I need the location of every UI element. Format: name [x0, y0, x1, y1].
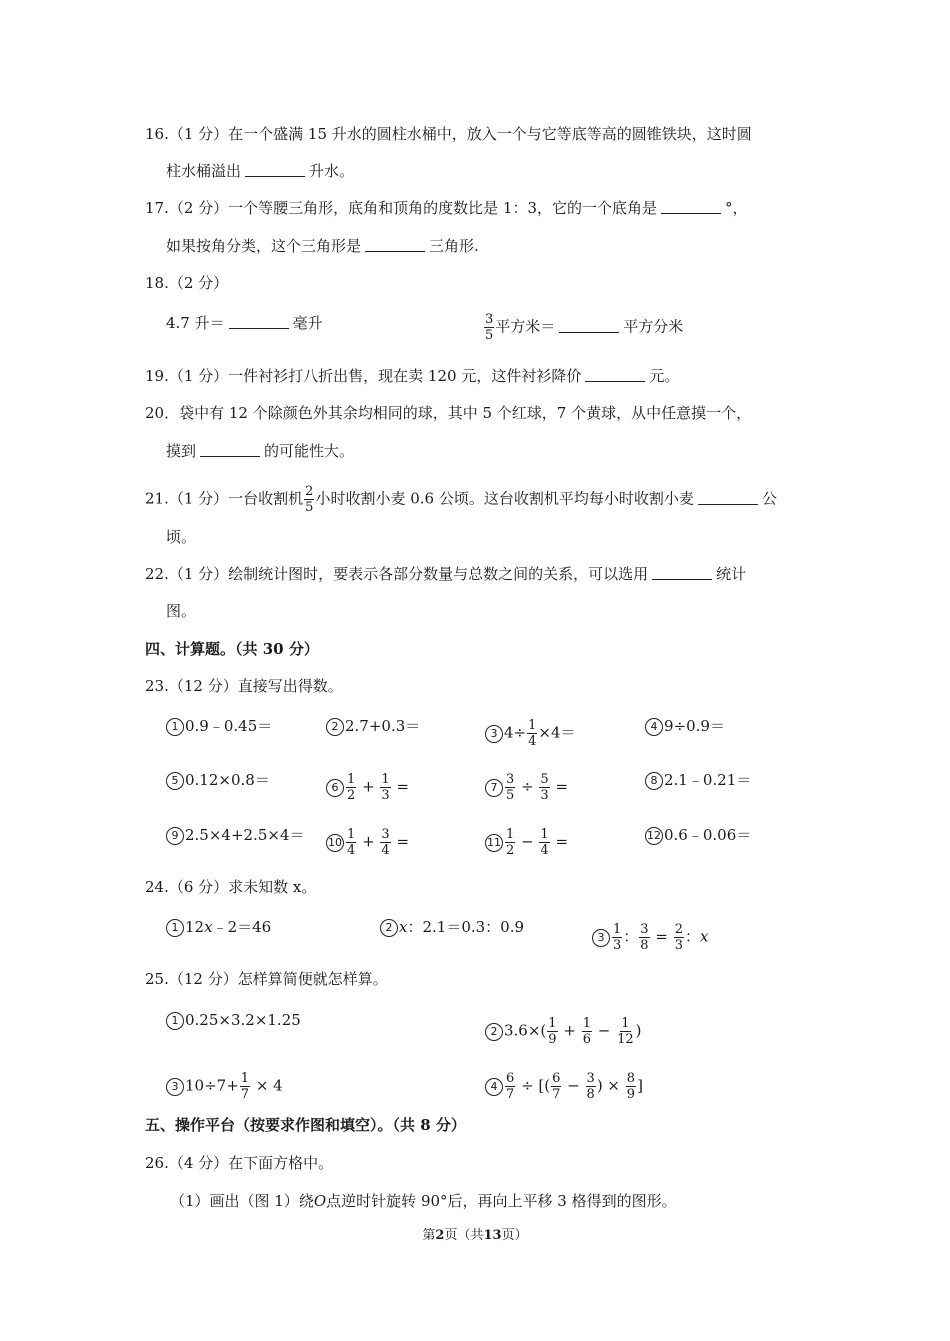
q20-line2: [166, 441, 354, 461]
q22-answer-blank[interactable]: [652, 565, 712, 580]
q17-text-a: 17.（2 分）一个等腰三角形，底角和顶角的度数比是 1：3，它的一个底角是: [145, 199, 658, 217]
expr-part: ]: [637, 1076, 643, 1095]
q16-line2: [166, 161, 354, 181]
q23-heading: 23.（12 分）直接写出得数。: [145, 677, 343, 695]
numerator: 3: [381, 827, 390, 842]
numerator: 1: [381, 772, 390, 787]
circled-number: 2: [485, 1023, 503, 1041]
numerator: 6: [506, 1071, 515, 1086]
q20-line1: 20．袋中有 12 个除颜色外其余均相同的球，其中 5 个红球，7 个黄球，从中任意摸一个，: [145, 404, 752, 422]
denominator: 9: [626, 1087, 636, 1102]
numerator: 3: [485, 312, 494, 327]
numerator: 1: [506, 827, 515, 842]
q24-heading: 24.（6 分）求未知数 x。: [145, 878, 317, 896]
q21-text-a: 21.（1 分）一台收割机: [145, 489, 304, 508]
q26-sub-1: [170, 1191, 677, 1211]
denominator: 4: [381, 843, 390, 858]
q19-text-a: 19.（1 分）一件衬衫打八折出售，现在卖 120 元，这件衬衫降价: [145, 367, 582, 385]
q23-item-9: [166, 825, 305, 845]
fraction: [346, 772, 356, 803]
numerator: 1: [540, 827, 549, 842]
denominator: 2: [347, 788, 356, 803]
q17-line1: [145, 198, 748, 218]
q21-line2: 顷。: [166, 528, 197, 546]
q19-answer-blank[interactable]: [585, 367, 645, 382]
q16-line1: 16.（1 分）在一个盛满 15 升水的圆柱水桶中，放入一个与它等底等高的圆锥铁块，这时圆: [145, 125, 752, 143]
q18-part-a: [166, 313, 323, 333]
expression: 9÷0.9＝: [664, 717, 725, 735]
variable-x: x: [700, 927, 709, 946]
operator: ÷: [521, 777, 534, 796]
q21-fraction: [304, 484, 314, 515]
section-4-title: 四、计算题。（共 30 分）: [145, 640, 319, 658]
denominator: 8: [586, 1087, 595, 1102]
q21-answer-blank[interactable]: [698, 490, 758, 505]
q23-item-3: [485, 718, 576, 749]
q25-expr-4: [485, 1071, 643, 1102]
expr-part: 3.6×(: [504, 1021, 547, 1040]
numerator: 3: [586, 1071, 595, 1086]
equals: =: [396, 832, 410, 851]
q18-heading: 18.（2 分）: [145, 274, 229, 292]
numerator: 6: [552, 1071, 561, 1086]
q19-text-b: 元。: [649, 367, 680, 385]
total-pages: 13: [483, 1228, 502, 1243]
text: 点逆时针旋转 90°后，再向上平移 3 格得到的图形。: [326, 1192, 677, 1210]
numerator: 1: [548, 1016, 557, 1031]
q17-text-c: 如果按角分类，这个三角形是: [166, 237, 362, 255]
numerator: 1: [240, 1071, 250, 1086]
circled-number: 8: [645, 772, 663, 790]
q26-heading: 26.（4 分）在下面方格中。: [145, 1154, 334, 1172]
fraction: [582, 1016, 592, 1047]
q17-text-b: °，: [725, 199, 748, 217]
circled-number: 2: [380, 919, 398, 937]
expr-part: ) ×: [596, 1076, 621, 1095]
fraction: [626, 1071, 636, 1102]
fraction: [346, 827, 356, 858]
expr-part: × 4: [255, 1076, 283, 1095]
q19-line: [145, 366, 679, 386]
circled-number: 6: [326, 779, 344, 797]
page-footer: [0, 1227, 950, 1245]
numerator: 1: [582, 1016, 591, 1031]
expression: 0.25×3.2×1.25: [185, 1011, 301, 1029]
fraction: [380, 772, 390, 803]
q23-item-2: [326, 716, 420, 736]
ratio-sign: ：: [685, 927, 701, 946]
q21-line1: [145, 484, 777, 515]
circled-number: 11: [485, 834, 503, 852]
denominator: 5: [305, 500, 314, 515]
q23-item-11: [485, 827, 568, 858]
denominator: 8: [640, 938, 649, 953]
operator: −: [521, 832, 534, 851]
q23-item-1: [166, 716, 272, 736]
numerator: 1: [621, 1016, 630, 1031]
circled-number: 1: [166, 1012, 184, 1030]
circled-number: 3: [166, 1078, 184, 1096]
fraction: [539, 772, 549, 803]
variable-x: x: [204, 918, 213, 936]
numerator: 1: [528, 718, 537, 733]
expr-part: ﹣2＝46: [212, 918, 272, 936]
equals: =: [396, 777, 410, 796]
q21-text-b: 小时收割小麦 0.6 公顷。这台收割机平均每小时收割小麦: [315, 489, 694, 508]
fraction: [527, 718, 537, 749]
numerator: 3: [640, 922, 649, 937]
denominator: 3: [381, 788, 390, 803]
circled-number: 2: [326, 718, 344, 736]
q18-part-b: [483, 312, 683, 343]
q24-eq-2: [380, 917, 524, 937]
operator: +: [362, 777, 375, 796]
q20-text-a: 摸到: [166, 442, 197, 460]
operator: +: [563, 1021, 576, 1040]
q17-answer-blank-2[interactable]: [365, 237, 425, 252]
numerator: 1: [347, 827, 356, 842]
denominator: 4: [528, 734, 537, 749]
denominator: 5: [506, 788, 515, 803]
numerator: 1: [347, 772, 356, 787]
footer-text: 页（共: [444, 1228, 484, 1243]
q18-answer-blank-1[interactable]: [229, 314, 289, 329]
fraction: [240, 1071, 250, 1102]
q22-line1: [145, 564, 746, 584]
circled-number: 1: [166, 718, 184, 736]
point-o: O: [313, 1192, 327, 1210]
fraction: [586, 1071, 596, 1102]
numerator: 3: [506, 772, 515, 787]
numerator: 5: [540, 772, 549, 787]
q20-answer-blank[interactable]: [200, 442, 260, 457]
q23-item-7: [485, 772, 568, 803]
denominator: 4: [347, 843, 356, 858]
denominator: 3: [540, 788, 549, 803]
section-5-title: 五、操作平台（按要求作图和填空）。（共 8 分）: [145, 1116, 466, 1134]
footer-text: 页）: [501, 1228, 528, 1243]
expr-part: 4÷: [504, 723, 527, 742]
expr-part: 12: [185, 918, 205, 936]
circled-number: 3: [485, 725, 503, 743]
q18-b-unit: 平方分米: [623, 317, 684, 336]
q25-expr-1: [166, 1010, 301, 1030]
fraction: [505, 772, 515, 803]
equals: =: [555, 832, 569, 851]
denominator: 3: [613, 938, 622, 953]
footer-text: 第: [422, 1228, 436, 1243]
expr-part: ：2.1＝0.3：0.9: [407, 918, 525, 936]
q18-b-text: 平方米＝: [495, 317, 556, 336]
fraction: [674, 922, 684, 953]
operator: −: [567, 1076, 580, 1095]
fraction: [551, 1071, 561, 1102]
expr-part: ): [635, 1021, 642, 1040]
expr-part: ×4＝: [538, 723, 576, 742]
q22-text-a: 22.（1 分）绘制统计图时，要表示各部分数量与总数之间的关系，可以选用: [145, 565, 649, 583]
q18-answer-blank-2[interactable]: [559, 318, 619, 333]
q16-text-a: 柱水桶溢出: [166, 162, 242, 180]
q22-text-b: 统计: [716, 565, 747, 583]
circled-number: 7: [485, 779, 503, 797]
q24-eq-3: [592, 922, 708, 953]
denominator: 5: [485, 328, 494, 343]
circled-number: 5: [166, 772, 184, 790]
q23-item-10: [326, 827, 409, 858]
expr-part: ÷ [(: [521, 1076, 551, 1095]
denominator: 7: [240, 1087, 250, 1102]
denominator: 4: [540, 843, 549, 858]
circled-number: 1: [166, 919, 184, 937]
q23-item-12: [645, 825, 751, 845]
q17-line2: [166, 236, 479, 256]
q23-item-4: [645, 716, 725, 736]
q25-expr-3: [166, 1071, 283, 1102]
text: （1）画出（图 1）绕: [170, 1192, 314, 1210]
q23-item-5: [166, 770, 270, 790]
fraction: [639, 922, 649, 953]
ratio-sign: ：: [623, 927, 639, 946]
fraction: [616, 1016, 635, 1047]
fraction: [505, 827, 515, 858]
denominator: 6: [582, 1032, 591, 1047]
q20-text-b: 的可能性大。: [264, 442, 355, 460]
expr-part: 10÷7+: [185, 1076, 239, 1095]
expression: 2.1﹣0.21＝: [664, 771, 752, 789]
denominator: 7: [506, 1087, 515, 1102]
expression: 2.7+0.3＝: [345, 717, 421, 735]
q17-text-d: 三角形.: [429, 237, 479, 255]
expression: 0.9﹣0.45＝: [185, 717, 273, 735]
circled-number: 4: [485, 1078, 503, 1096]
fraction: [547, 1016, 557, 1047]
numerator: 8: [626, 1071, 636, 1086]
numerator: 1: [613, 922, 622, 937]
q16-text-b: 升水。: [309, 162, 355, 180]
q23-item-8: [645, 770, 751, 790]
q25-expr-2: [485, 1016, 642, 1047]
q25-heading: 25.（12 分）怎样算简便就怎样算。: [145, 970, 388, 988]
q18-fraction: [484, 312, 494, 343]
operator: −: [597, 1021, 611, 1040]
q16-answer-blank[interactable]: [245, 162, 305, 177]
expression: 0.12×0.8＝: [185, 771, 270, 789]
expression: 0.6﹣0.06＝: [664, 826, 752, 844]
q21-text-c: 公: [761, 489, 777, 508]
denominator: 7: [552, 1087, 561, 1102]
numerator: 2: [305, 484, 314, 499]
q22-line2: 图。: [166, 602, 197, 620]
circled-number: 4: [645, 718, 663, 736]
circled-number: 12: [645, 827, 663, 845]
expression: 2.5×4+2.5×4＝: [185, 826, 305, 844]
circled-number: 9: [166, 827, 184, 845]
circled-number: 3: [592, 929, 610, 947]
circled-number: 10: [326, 834, 344, 852]
q23-item-6: [326, 772, 409, 803]
variable-x: x: [399, 918, 408, 936]
denominator: 3: [674, 938, 683, 953]
q18-a-text: 4.7 升＝: [166, 314, 225, 332]
fraction: [612, 922, 622, 953]
page-number: 2: [435, 1228, 445, 1243]
numerator: 2: [674, 922, 683, 937]
denominator: 2: [506, 843, 515, 858]
fraction: [505, 1071, 515, 1102]
q24-eq-1: [166, 917, 271, 937]
equals: =: [655, 927, 668, 946]
q18-a-unit: 毫升: [292, 314, 323, 332]
fraction: [539, 827, 549, 858]
fraction: [380, 827, 390, 858]
equals: =: [555, 777, 569, 796]
denominator: 12: [617, 1032, 634, 1047]
q17-answer-blank-1[interactable]: [661, 199, 721, 214]
denominator: 9: [548, 1032, 557, 1047]
operator: +: [362, 832, 375, 851]
